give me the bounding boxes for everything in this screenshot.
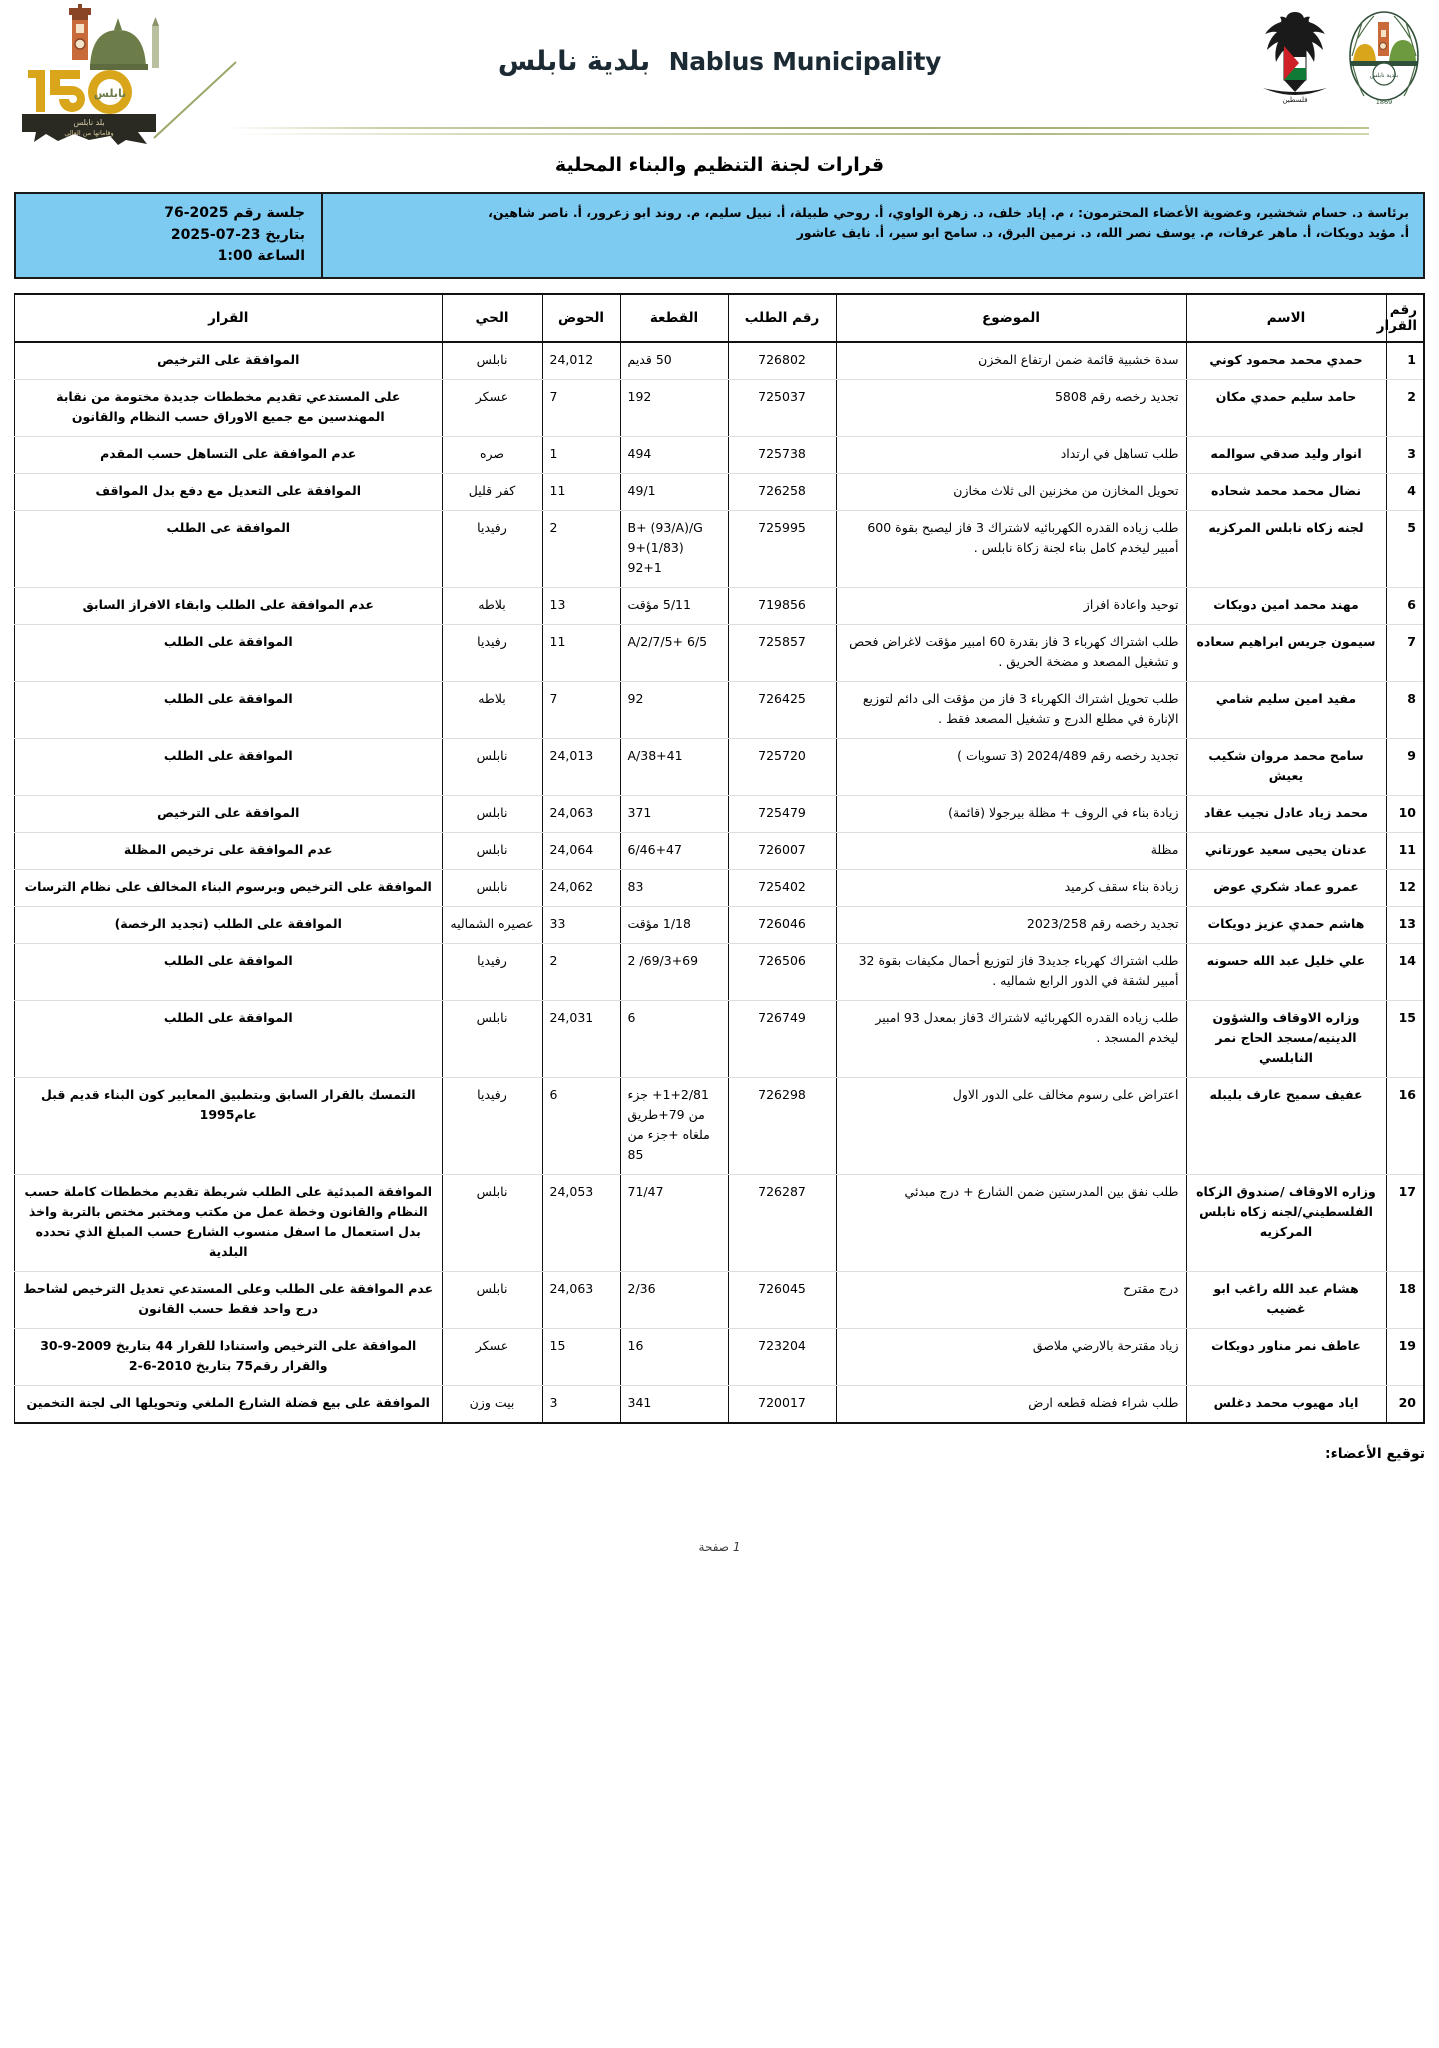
cell-request-no: 726298: [728, 1078, 836, 1175]
cell-name: علي خليل عبد الله حسونه: [1186, 944, 1386, 1001]
cell-decision: عدم الموافقة على ترخيص المظلة: [15, 833, 443, 870]
table-row: [15, 739, 1425, 796]
table-header: [15, 294, 1425, 342]
cell-basin: 2: [542, 944, 620, 1001]
cell-basin: 7: [542, 682, 620, 739]
cell-name: نضال محمد محمد شحاده: [1186, 474, 1386, 511]
cell-subject: تحويل المخازن من مخزنين الى ثلاث مخازن: [836, 474, 1186, 511]
cell-decision-no: 6: [1386, 588, 1424, 625]
table-row: [15, 1329, 1425, 1386]
cell-decision-no: 3: [1386, 437, 1424, 474]
column-header-decision: القرار: [15, 294, 443, 342]
cell-name: لجنه زكاه نابلس المركزيه: [1186, 511, 1386, 588]
cell-name: سامح محمد مروان شكيب يعيش: [1186, 739, 1386, 796]
decisions-table: [14, 293, 1425, 1424]
cell-name: حمدي محمد محمود كوني: [1186, 342, 1386, 380]
cell-request-no: 726287: [728, 1175, 836, 1272]
cell-basin: 1: [542, 437, 620, 474]
table-row: [15, 1078, 1425, 1175]
cell-name: هاشم حمدي عزيز دويكات: [1186, 907, 1386, 944]
cell-decision-no: 16: [1386, 1078, 1424, 1175]
table-header-row: [15, 294, 1425, 342]
cell-basin: 3: [542, 1386, 620, 1424]
cell-decision-no: 1: [1386, 342, 1424, 380]
table-row: [15, 437, 1425, 474]
cell-parcel: 192: [620, 380, 728, 437]
cell-decision-no: 10: [1386, 796, 1424, 833]
cell-neighborhood: نابلس: [442, 1272, 542, 1329]
cell-decision-no: 15: [1386, 1001, 1424, 1078]
anniversary-150-emblem-icon: [14, 4, 164, 146]
cell-basin: 24,012: [542, 342, 620, 380]
cell-subject: تجديد رخصه رقم 2024/489 (3 تسويات ): [836, 739, 1186, 796]
table-row: [15, 907, 1425, 944]
session-members-line-2: أ. مؤيد دويكات، أ. ماهر عرفات، م. يوسف نصر الله، د. نرمين البرق، د. سامح ابو سير، أ. نايف عاشور: [796, 225, 1409, 241]
table-row: [15, 1272, 1425, 1329]
cell-parcel: 494: [620, 437, 728, 474]
cell-name: انوار وليد صدقي سوالمه: [1186, 437, 1386, 474]
cell-request-no: 725857: [728, 625, 836, 682]
seal-year-text: 1869: [1375, 98, 1393, 106]
cell-subject: طلب شراء فضله قطعه ارض: [836, 1386, 1186, 1424]
column-header-neighborhood: الحي: [442, 294, 542, 342]
cell-basin: 24,064: [542, 833, 620, 870]
page-title: قرارات لجنة التنظيم والبناء المحلية: [554, 154, 885, 176]
municipality-seal-icon: [1341, 6, 1427, 110]
cell-basin: 24,031: [542, 1001, 620, 1078]
session-info-box: [14, 192, 1425, 279]
cell-neighborhood: نابلس: [442, 1001, 542, 1078]
cell-decision: الموافقة على الطلب: [15, 625, 443, 682]
cell-neighborhood: عسكر: [442, 380, 542, 437]
cell-parcel: 5/11 مؤقت: [620, 588, 728, 625]
column-header-name: الاسم: [1186, 294, 1386, 342]
cell-parcel: A/38+41: [620, 739, 728, 796]
cell-subject: مظلة: [836, 833, 1186, 870]
cell-decision: الموافقة عى الطلب: [15, 511, 443, 588]
cell-decision: الموافقة على الترخيص واستنادا للقرار 44 بتاريخ 2009-9-30 والقرار رقم75 بتاريخ 2010-6-2: [15, 1329, 443, 1386]
cell-parcel: 1/18 مؤقت: [620, 907, 728, 944]
cell-subject: اعتراض على رسوم مخالف على الدور الاول: [836, 1078, 1186, 1175]
cell-name: مهند محمد امين دويكات: [1186, 588, 1386, 625]
cell-parcel: 6: [620, 1001, 728, 1078]
cell-decision-no: 18: [1386, 1272, 1424, 1329]
svg-text:نابلس: نابلس: [93, 87, 127, 100]
cell-neighborhood: نابلس: [442, 739, 542, 796]
cell-decision: الموافقة على بيع فضلة الشارع الملغي وتحويلها الى لجنة التخمين: [15, 1386, 443, 1424]
cell-parcel: 71/47: [620, 1175, 728, 1272]
cell-request-no: 726425: [728, 682, 836, 739]
svg-text:وقاماتها من العالي: وقاماتها من العالي: [64, 129, 114, 137]
cell-decision-no: 2: [1386, 380, 1424, 437]
cell-decision: الموافقة على الترخيص وبرسوم البناء المخالف على نظام الترسات: [15, 870, 443, 907]
page-number-label: صفحة: [698, 1540, 729, 1555]
cell-basin: 15: [542, 1329, 620, 1386]
palestine-eagle-emblem-icon: [1253, 6, 1337, 110]
cell-neighborhood: رفيديا: [442, 1078, 542, 1175]
cell-parcel: 2/36: [620, 1272, 728, 1329]
cell-basin: 24,062: [542, 870, 620, 907]
cell-request-no: 726007: [728, 833, 836, 870]
cell-basin: 24,063: [542, 796, 620, 833]
cell-parcel: 371: [620, 796, 728, 833]
page-number-value: 1: [732, 1540, 741, 1555]
cell-name: هشام عبد الله راغب ابو غضيب: [1186, 1272, 1386, 1329]
cell-request-no: 726506: [728, 944, 836, 1001]
cell-decision: على المستدعي تقديم مخططات جديدة مختومة من نقابة المهندسين مع جميع الاوراق حسب النظام والقانون: [15, 380, 443, 437]
cell-parcel: 50 قديم: [620, 342, 728, 380]
cell-parcel: 1+2/81+ جزء من 79+طريق ملغاه +جزء من 85: [620, 1078, 728, 1175]
cell-request-no: 725720: [728, 739, 836, 796]
column-header-subject: الموضوع: [836, 294, 1186, 342]
brand-name-ar: بلدية نابلس: [497, 46, 651, 77]
cell-neighborhood: كفر قليل: [442, 474, 542, 511]
cell-parcel: 6/46+47: [620, 833, 728, 870]
column-header-request-no: رقم الطلب: [728, 294, 836, 342]
table-row: [15, 511, 1425, 588]
cell-neighborhood: بلاطه: [442, 682, 542, 739]
cell-subject: توحيد واعادة افراز: [836, 588, 1186, 625]
table-row: [15, 1386, 1425, 1424]
cell-basin: 24,053: [542, 1175, 620, 1272]
cell-subject: تجديد رخصه رقم 5808: [836, 380, 1186, 437]
cell-subject: طلب زياده القدره الكهربائيه لاشتراك 3 فاز ليصبح بقوة 600 أمبير ليخدم كامل بناء لجنة زكاة نابلس .: [836, 511, 1186, 588]
cell-decision: الموافقة على الطلب: [15, 739, 443, 796]
column-header-basin: الحوض: [542, 294, 620, 342]
svg-text:بلد نابلس: بلد نابلس: [73, 118, 105, 127]
cell-subject: طلب تحويل اشتراك الكهرباء 3 فاز من مؤقت الى دائم لتوزيع الإنارة في مطلع الدرج و تشغيل المصعد فقط .: [836, 682, 1186, 739]
cell-request-no: 726046: [728, 907, 836, 944]
cell-decision: الموافقة على التعديل مع دفع بدل المواقف: [15, 474, 443, 511]
cell-neighborhood: نابلس: [442, 870, 542, 907]
cell-decision-no: 5: [1386, 511, 1424, 588]
cell-neighborhood: نابلس: [442, 796, 542, 833]
brand-name-en: Nablus Municipality: [668, 47, 942, 76]
table-row: [15, 796, 1425, 833]
cell-decision: الموافقة على الطلب: [15, 682, 443, 739]
cell-basin: 13: [542, 588, 620, 625]
session-members: [321, 194, 1423, 277]
cell-neighborhood: رفيديا: [442, 511, 542, 588]
cell-neighborhood: نابلس: [442, 1175, 542, 1272]
cell-parcel: 49/1: [620, 474, 728, 511]
cell-name: عاطف نمر مناور دويكات: [1186, 1329, 1386, 1386]
cell-neighborhood: بيت وزن: [442, 1386, 542, 1424]
cell-name: عفيف سميح عارف بليبله: [1186, 1078, 1386, 1175]
session-number: جلسة رقم 2025-76: [164, 205, 305, 221]
session-time: الساعة 1:00: [217, 248, 305, 265]
cell-decision: الموافقة على الطلب (تجديد الرخصة): [15, 907, 443, 944]
cell-parcel: A/2/7/5+ 6/5: [620, 625, 728, 682]
cell-parcel: 92: [620, 682, 728, 739]
cell-basin: 11: [542, 625, 620, 682]
cell-request-no: 726045: [728, 1272, 836, 1329]
cell-request-no: 726802: [728, 342, 836, 380]
decisions-table-wrap: [14, 293, 1425, 1424]
cell-request-no: 725738: [728, 437, 836, 474]
cell-subject: سدة خشبية قائمة ضمن ارتفاع المخزن: [836, 342, 1186, 380]
cell-decision: عدم الموافقة على التساهل حسب المقدم: [15, 437, 443, 474]
cell-subject: طلب نفق بين المدرستين ضمن الشارع + درج مبدئي: [836, 1175, 1186, 1272]
table-row: [15, 870, 1425, 907]
cell-decision: الموافقة على الطلب: [15, 944, 443, 1001]
cell-neighborhood: بلاطه: [442, 588, 542, 625]
table-row: [15, 1175, 1425, 1272]
cell-request-no: 725995: [728, 511, 836, 588]
header-divider-rules: [225, 124, 1369, 138]
cell-parcel: B+ (93/A)/G 9+(1/83) 92+1: [620, 511, 728, 588]
cell-subject: طلب اشتراك كهرباء 3 فاز بقدرة 60 امبير مؤقت لاغراض فحص و تشغيل المصعد و مضخة الحريق .: [836, 625, 1186, 682]
cell-decision: عدم الموافقة على الطلب وابقاء الافراز السابق: [15, 588, 443, 625]
column-header-decision-no: رقم القرار: [1386, 294, 1424, 342]
cell-subject: طلب اشتراك كهرباء جديد3 فاز لتوزيع أحمال مكيفات بقوة 32 أمبير لشقة في الدور الرابع شماليه .: [836, 944, 1186, 1001]
table-row: [15, 833, 1425, 870]
cell-subject: طلب زياده القدره الكهربائيه لاشتراك 3فاز بمعدل 93 امبير ليخدم المسجد .: [836, 1001, 1186, 1078]
header-logos: [1253, 6, 1427, 110]
table-row: [15, 682, 1425, 739]
cell-name: سيمون جريس ابراهيم سعاده: [1186, 625, 1386, 682]
cell-subject: زيادة بناء سقف كرميد: [836, 870, 1186, 907]
cell-parcel: 83: [620, 870, 728, 907]
cell-subject: زيادة بناء في الروف + مظلة بيرجولا (قائمة): [836, 796, 1186, 833]
table-row: [15, 380, 1425, 437]
cell-name: محمد زياد عادل نجيب عقاد: [1186, 796, 1386, 833]
session-date: بتاريخ 23-07-2025: [170, 226, 305, 243]
cell-neighborhood: نابلس: [442, 833, 542, 870]
cell-decision: الموافقة المبدئية على الطلب شريطة تقديم مخططات كاملة حسب النظام والقانون وخطة عمل من مكتب ومختبر مختص بالتربة واخذ بدل استعمال ما اسفل منسوب الشارع حسب المبلغ الذي تحدده البلدية: [15, 1175, 443, 1272]
cell-name: عدنان يحيى سعيد عورتاني: [1186, 833, 1386, 870]
cell-parcel: 69/3+69/ 2: [620, 944, 728, 1001]
signatures-label: توقيع الأعضاء:: [1325, 1446, 1425, 1463]
cell-decision: الموافقة على الطلب: [15, 1001, 443, 1078]
table-row: [15, 1001, 1425, 1078]
page-number: [0, 1540, 1439, 1554]
cell-request-no: 719856: [728, 588, 836, 625]
cell-decision-no: 17: [1386, 1175, 1424, 1272]
cell-subject: زياد مقترحة بالارضي ملاصق: [836, 1329, 1186, 1386]
cell-decision-no: 8: [1386, 682, 1424, 739]
cell-decision-no: 4: [1386, 474, 1424, 511]
cell-decision-no: 13: [1386, 907, 1424, 944]
cell-basin: 11: [542, 474, 620, 511]
cell-decision: الموافقة على الترخيص: [15, 796, 443, 833]
cell-request-no: 725037: [728, 380, 836, 437]
cell-decision-no: 19: [1386, 1329, 1424, 1386]
cell-name: وزاره الاوقاف /صندوق الزكاه الفلسطيني/لجنه زكاه نابلس المركزيه: [1186, 1175, 1386, 1272]
cell-decision: عدم الموافقة على الطلب وعلى المستدعي تعديل الترخيص لشاحط درج واحد فقط حسب القانون: [15, 1272, 443, 1329]
cell-name: عمرو عماد شكري عوض: [1186, 870, 1386, 907]
seal-caption-text: بلدية نابلس: [1369, 72, 1399, 79]
cell-request-no: 725479: [728, 796, 836, 833]
cell-name: حامد سليم حمدي مكان: [1186, 380, 1386, 437]
cell-decision-no: 9: [1386, 739, 1424, 796]
table-row: [15, 342, 1425, 380]
cell-request-no: 723204: [728, 1329, 836, 1386]
cell-neighborhood: نابلس: [442, 342, 542, 380]
cell-request-no: 726749: [728, 1001, 836, 1078]
cell-parcel: 16: [620, 1329, 728, 1386]
column-header-parcel: القطعة: [620, 294, 728, 342]
cell-basin: 24,063: [542, 1272, 620, 1329]
cell-subject: درج مقترح: [836, 1272, 1186, 1329]
session-members-line-1: برئاسة د. حسام شخشير، وعضوية الأعضاء المحترمون: ، م. إياد خلف، د. زهرة الواوي، أ. روحي طبيلة، أ. نبيل سليم، م. روند ابو زعرور، أ. ناصر شاهين،: [488, 205, 1409, 220]
cell-decision: التمسك بالقرار السابق وبتطبيق المعايير كون البناء قديم قبل عام1995: [15, 1078, 443, 1175]
cell-request-no: 725402: [728, 870, 836, 907]
table-body: [15, 342, 1425, 1423]
cell-decision-no: 7: [1386, 625, 1424, 682]
cell-decision-no: 12: [1386, 870, 1424, 907]
cell-neighborhood: عصيره الشماليه: [442, 907, 542, 944]
table-row: [15, 944, 1425, 1001]
cell-neighborhood: رفيديا: [442, 944, 542, 1001]
cell-decision-no: 20: [1386, 1386, 1424, 1424]
cell-neighborhood: عسكر: [442, 1329, 542, 1386]
cell-basin: 6: [542, 1078, 620, 1175]
table-row: [15, 588, 1425, 625]
cell-subject: طلب تساهل في ارتداد: [836, 437, 1186, 474]
cell-request-no: 726258: [728, 474, 836, 511]
cell-basin: 7: [542, 380, 620, 437]
table-row: [15, 625, 1425, 682]
cell-decision: الموافقة على الترخيص: [15, 342, 443, 380]
page-header: [0, 0, 1439, 150]
cell-basin: 24,013: [542, 739, 620, 796]
cell-name: اياد مهيوب محمد دغلس: [1186, 1386, 1386, 1424]
cell-basin: 2: [542, 511, 620, 588]
cell-neighborhood: رفيديا: [442, 625, 542, 682]
cell-name: وزاره الاوقاف والشؤون الدينيه/مسجد الحاج نمر النابلسي: [1186, 1001, 1386, 1078]
cell-request-no: 720017: [728, 1386, 836, 1424]
cell-decision-no: 11: [1386, 833, 1424, 870]
session-meta: [16, 194, 321, 277]
cell-basin: 33: [542, 907, 620, 944]
cell-neighborhood: صره: [442, 437, 542, 474]
cell-decision-no: 14: [1386, 944, 1424, 1001]
table-row: [15, 474, 1425, 511]
cell-parcel: 341: [620, 1386, 728, 1424]
cell-name: مفيد امين سليم شامي: [1186, 682, 1386, 739]
cell-subject: تجديد رخصه رقم 2023/258: [836, 907, 1186, 944]
flag-caption-text: فلسطين: [1282, 96, 1308, 104]
